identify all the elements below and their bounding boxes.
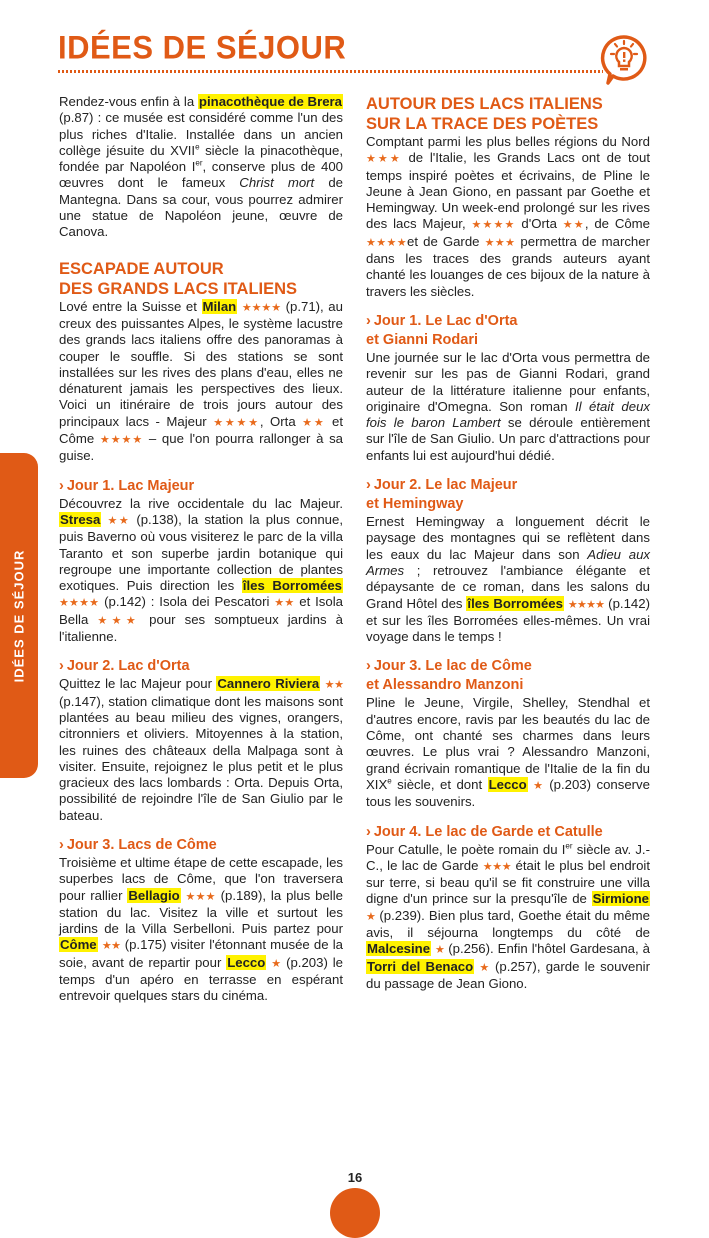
day-heading: › Jour 1. Le Lac d'Orta et Gianni Rodari <box>366 312 518 348</box>
section-heading: ESCAPADE AUTOUR DES GRANDS LACS ITALIENS <box>59 259 298 298</box>
page-number: 16 <box>347 1170 363 1185</box>
day-paragraph: Une journée sur le lac d'Orta vous permettra de revenir sur les pas de Gianni Rodari, grand auteur de la littérature italienne pour enfants, originaire d'Omegna. Son roman Il était deux fois le baron Lambert se déroule entièrement sur l'île de San Giulio. Un parc d'attractions pour enfants lui est aujourd'hui dédié. <box>366 349 650 463</box>
chevron-right-icon: › <box>59 836 64 853</box>
day-paragraph: Pline le Jeune, Virgile, Shelley, Stendhal et d'autres encore, ravis par les beautés du lac de Côme, ont chanté ses charmes dans leurs œuvres. Le plus vrai ? Alessandro Manzoni, grand écrivain romantique de l'Italie de la fin du XIXe siècle, et dont Lecco ★ (p.203) conserve tous les souvenirs. <box>366 695 650 810</box>
chevron-right-icon: › <box>59 658 64 675</box>
section-paragraph: Comptant parmi les plus belles régions du Nord ★★★ de l'Italie, les Grands Lacs ont de tout temps inspiré poètes et écrivains, de Pline le Jeune à Jean Giono, en passant par Goethe et Hemingway. Un week-end prolongé sur les rives des lacs Majeur, ★★★★ d'Orta ★★, de Côme ★★★★et de Garde ★★★ permettra de marcher dans les traces des grands auteurs ayant chanté les louanges de ces bijoux de la nature à travers les siècles. <box>366 134 651 299</box>
left-column <box>59 94 343 1005</box>
lightbulb-speech-icon <box>598 33 650 85</box>
day-heading: › Jour 1. Lac Majeur <box>59 477 195 494</box>
chevron-right-icon: › <box>366 658 371 675</box>
day-paragraph: Ernest Hemingway a longuement décrit le paysage des montagnes qui se reflètent dans les eaux du lac Majeur dans son Adieu aux Armes ; retrouvez l'ambiance élégante et dépaysante de ce roman, dans les salons du Grand Hôtel des îles Borromées ★★★★ (p.142) et sur les îles Borromées elles-mêmes. Un vrai voyage dans le temps ! <box>366 514 651 645</box>
rating-stars: ★★★★ <box>241 301 281 314</box>
day-paragraph: Quittez le lac Majeur pour Cannero Riviera ★★ (p.147), station climatique dont les maisons sont plantées au beau milieu des vignes, orangers, citronniers et oliviers. Mitoyennes à la station, les ruines des châteaux della Malpaga sont à visiter. Ensuite, rejoignez le plus petit et le plus gracieux des lacs lombards : Orta. Depuis Orta, possibilité de rejoindre l'île de San Giulio par le bateau. <box>59 676 343 823</box>
side-section-tab <box>0 453 38 778</box>
dotted-divider <box>58 70 603 73</box>
chevron-right-icon: › <box>366 477 371 494</box>
day-heading: › Jour 3. Le lac de Côme et Alessandro Manzoni <box>366 658 532 694</box>
intro-paragraph: Rendez-vous enfin à la pinacothèque de Brera (p.87) : ce musée est considéré comme l'un des plus riches d'Italie. Installée dans un ancien collège jésuite du XVIIe siècle la pinacothèque, fondée par Napoléon Ier, conserve plus de 400 œuvres dont le fameux Christ mort de Mantegna. Dans sa cour, vous pourrez admirer une statue de Napoléon jeune, œuvre de Canova. <box>59 94 343 240</box>
day-heading: › Jour 2. Le lac Majeur et Hemingway <box>366 477 518 513</box>
day-heading: › Jour 2. Lac d'Orta <box>59 658 190 675</box>
page-tab-decoration <box>330 1188 380 1238</box>
chevron-right-icon: › <box>59 477 64 494</box>
section-paragraph: Lové entre la Suisse et Milan ★★★★ (p.71), au creux des puissantes Alpes, le système lacustre des grands lacs italiens offre des panoramas à couper le souffle. Si des stations se sont installées sur les rives des plans d'eau, elles ne dénaturent jamais les perspectives des lieux. Voici un itinéraire de trois jours autour des principaux lacs - Majeur ★★★★, Orta ★★ et Côme ★★★★ – que l'on pourra rallonger à sa guise. <box>59 298 344 464</box>
chevron-right-icon: › <box>366 823 371 840</box>
right-column <box>366 94 650 992</box>
day-paragraph: Pour Catulle, le poète romain du Ier siècle av. J.-C., le lac de Garde ★★★ était le plus bel endroit sur terre, si beau qu'il se fit construire une villa digne d'un prince sur la presqu'île de Sirmione ★ (p.239). Bien plus tard, Goethe était du même avis, il séjourna longtemps du côté de Malcesine ★ (p.256). Enfin l'hôtel Gardesana, à Torri del Benaco ★ (p.257), garde le souvenir du passage de Jean Giono. <box>366 841 650 991</box>
day-heading: › Jour 3. Lacs de Côme <box>59 836 217 853</box>
day-paragraph: Découvrez la rive occidentale du lac Majeur. Stresa ★★ (p.138), la station la plus connue, puis Baverno où vous visiterez le parc de la villa Taranto et son superbe jardin botanique qui regroupe une importante collection de plantes exotiques. Puis direction les îles Borromées ★★★★ (p.142) : Isola dei Pescatori ★★ et Isola Bella ★★★ pour ses somptueux jardins à l'italienne. <box>59 495 343 645</box>
day-heading: › Jour 4. Le lac de Garde et Catulle <box>366 823 603 840</box>
chevron-right-icon: › <box>366 312 371 329</box>
side-tab-label: IDÉES DE SÉJOUR <box>11 549 27 682</box>
section-heading: AUTOUR DES LACS ITALIENS SUR LA TRACE DES POÈTES <box>366 95 603 133</box>
highlight-place: pinacothèque de Brera <box>198 94 342 109</box>
day-paragraph: Troisième et ultime étape de cette escapade, les superbes lacs de Côme, que l'on traversera pour rallier Bellagio ★★★ (p.189), la plus belle station du lac. Visitez la ville et surtout les jardins de la Villa Serbelloni. Puis partez pour Côme ★★ (p.175) visiter l'étonnant musée de la soie, avant de repartir pour Lecco ★ (p.203) le temps d'un apéro en terrasse en espérant entrevoir quelques stars du cinéma. <box>59 854 343 1004</box>
page-title: IDÉES DE SÉJOUR <box>58 29 347 66</box>
